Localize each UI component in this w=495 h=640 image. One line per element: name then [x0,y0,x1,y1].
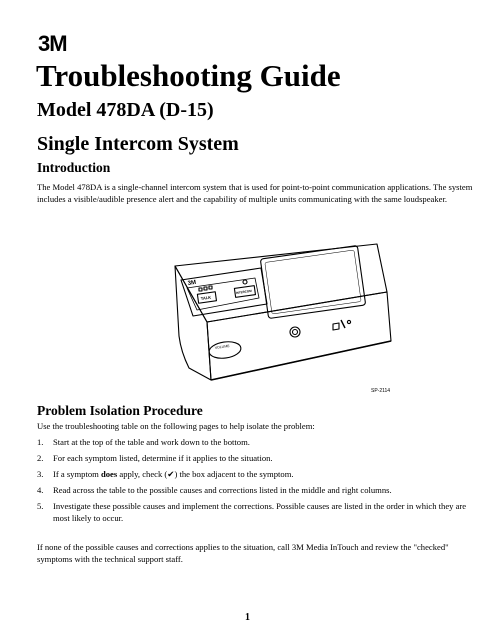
model-heading: Model 478DA (D-15) [37,99,214,121]
system-heading: Single Intercom System [37,133,239,155]
step-number: 5. [37,501,44,511]
step-number: 4. [37,485,44,495]
control-panel-outline [181,268,267,316]
page-title: Troubleshooting Guide [36,58,341,93]
step-text-after: apply, check (✔) the box adjacent to the symptom. [117,469,294,479]
step-text-emphasis: does [100,469,118,479]
intercom-illustration [165,238,395,403]
page-number: 1 [245,612,250,623]
unit-base-line [211,341,391,380]
talk-label: TALK [200,294,212,301]
step-text: Read across the table to the possible causes and corrections listed in the middle and right columns. [53,485,392,495]
step-text: Start at the top of the table and work down to the bottom. [53,437,250,447]
introduction-paragraph: The Model 478DA is a single-channel intercom system that is used for point-to-point communication applications. The system includes a visible/audible presence alert and the capability of multiple units communicating with the same loudspeaker. [37,182,473,204]
front-switch [333,323,339,330]
3m-logo: 3M [38,31,67,56]
step-text: Investigate these possible causes and implement the corrections. Possible causes are listed in the order in which they are most likely to occur. [53,501,467,523]
intercom-label: INTERCOM [235,288,252,295]
problem-isolation-intro: Use the troubleshooting table on the following pages to help isolate the problem: [37,421,315,431]
step-text: For each symptom listed, determine if it applies to the situation. [53,453,273,463]
step-number: 2. [37,453,44,463]
step-number: 3. [37,469,44,479]
introduction-heading: Introduction [37,160,111,175]
figure-code: SP-2114 [371,388,391,394]
step-text-before: If a symptom [53,469,101,479]
closing-paragraph: If none of the possible causes and corrections applies to the situation, call 3M Media InTouch and review the "checked" symptoms with the technical support staff. [37,542,449,564]
volume-label: VOLUME [214,343,230,350]
problem-isolation-heading: Problem Isolation Procedure [37,403,203,418]
center-jack [290,327,300,337]
volume-knob [208,340,242,360]
unit-brand-label: 3M [187,279,197,287]
indicator-light [243,280,247,284]
step-text [53,468,477,480]
grille-panel [260,245,365,318]
step-number: 1. [37,437,44,447]
